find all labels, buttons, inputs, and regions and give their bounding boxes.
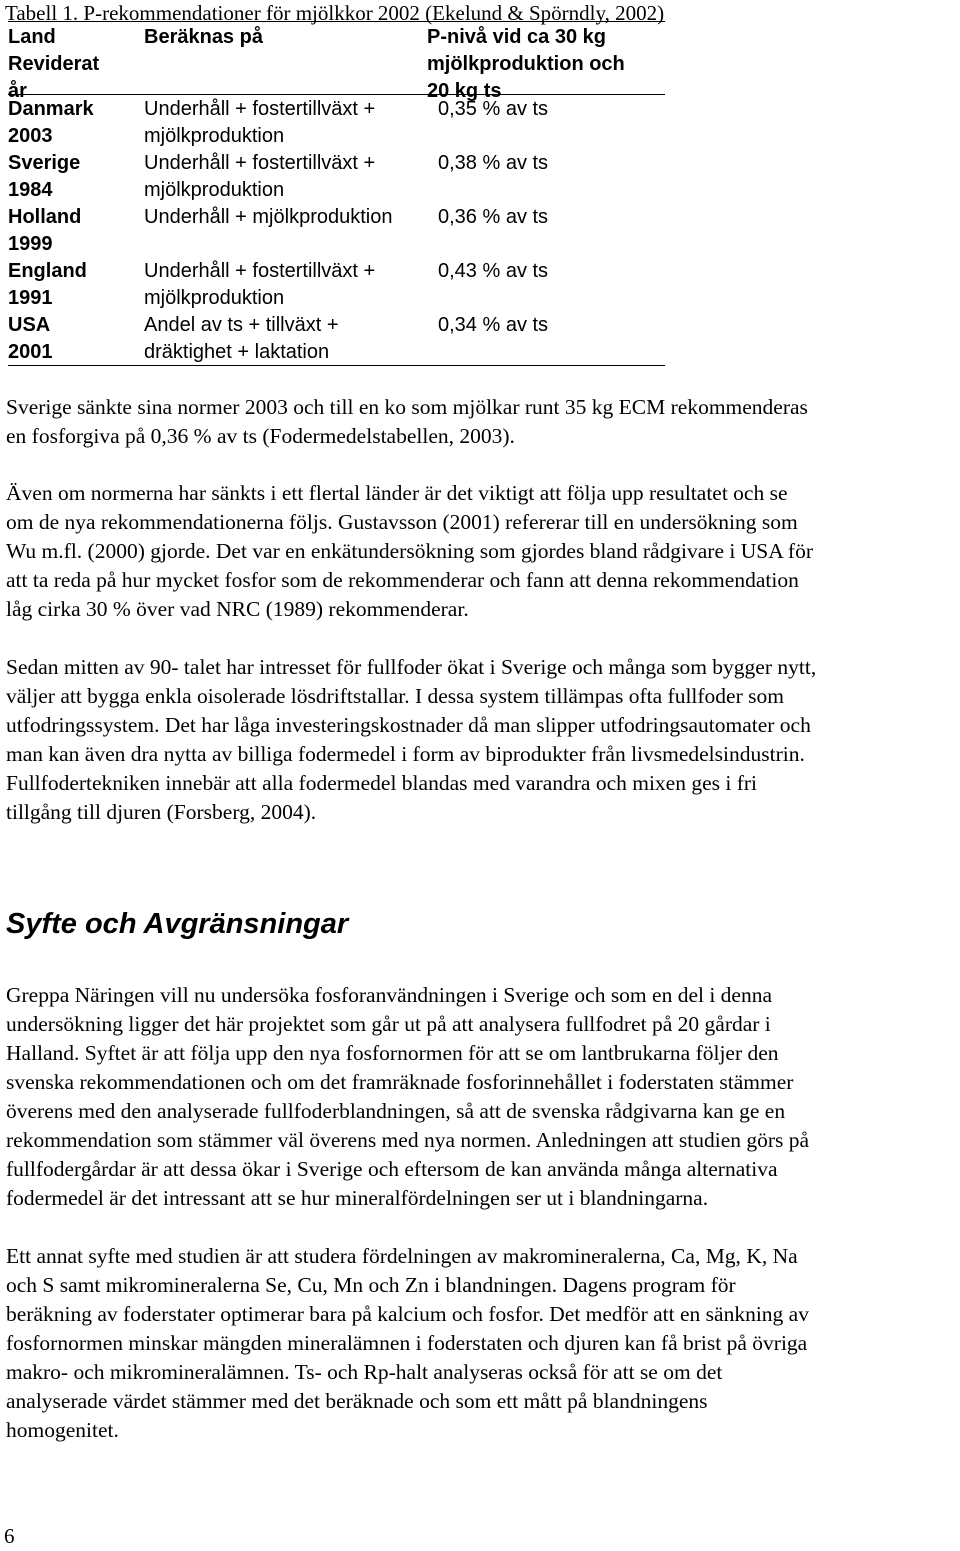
text-line: tillgång till djuren (Forsberg, 2004). [6, 800, 317, 824]
basis-line: Underhåll + fostertillväxt + [144, 152, 376, 174]
basis-line: Underhåll + fostertillväxt + [144, 260, 376, 282]
text-line: beräkning av foderstater optimerar bara på kalcium och fosfor. Det medför att en sänkning av [6, 1302, 809, 1326]
revision-year: 2001 [8, 341, 53, 363]
header-country-line: Reviderat [8, 53, 100, 75]
basis-line: mjölkproduktion [144, 179, 285, 201]
paragraph-uppfoljning [6, 479, 956, 624]
text-line: att ta reda på hur mycket fosfor som de rekommenderar och fann att denna rekommendation [6, 568, 799, 592]
text-line: låg cirka 30 % över vad NRC (1989) rekommenderar. [6, 597, 469, 621]
section-heading: Syfte och Avgränsningar [6, 908, 349, 940]
country-name: Danmark [8, 98, 94, 120]
text-line: och S samt mikromineralerna Se, Cu, Mn och Zn i blandningen. Dagens program för [6, 1273, 736, 1297]
country-cell [8, 204, 144, 258]
revision-year: 2003 [8, 125, 53, 147]
country-cell [8, 96, 144, 150]
text-line: homogenitet. [6, 1418, 119, 1442]
header-country-line: år [8, 80, 27, 102]
text-line: utfodringssystem. Det har låga investeringskostnader då man slipper utfodringsautomater och [6, 713, 811, 737]
basis-cell [144, 204, 427, 258]
country-cell [8, 150, 144, 204]
text-line: Även om normerna har sänkts i ett flertal länder är det viktigt att följa upp resultatet och se [6, 481, 788, 505]
revision-year: 1984 [8, 179, 53, 201]
text-line: undersökning ligger det här projektet som går ut på att analysera fullfodret på 20 gårdar i [6, 1012, 771, 1036]
paragraph-mineraler [6, 1242, 956, 1445]
text-line: fullfodergårdar är att dessa ökar i Sverige och eftersom de kan använda många alternativa [6, 1157, 778, 1181]
paragraph-syfte [6, 981, 956, 1213]
basis-line: Underhåll + mjölkproduktion [144, 206, 393, 228]
text-line: Fullfodertekniken innebär att alla fodermedel blandas med varandra och mixen ges i fri [6, 771, 758, 795]
text-line: om de nya rekommendationerna följs. Gustavsson (2001) refererar till en undersökning som [6, 510, 798, 534]
basis-cell [144, 258, 427, 312]
text-line: en fosforgiva på 0,36 % av ts (Fodermedelstabellen, 2003). [6, 424, 515, 448]
country-name: USA [8, 314, 51, 336]
header-value-line: 20 kg ts [427, 80, 502, 102]
paragraph-fullfoder [6, 653, 956, 827]
p-recommendation-table [8, 21, 665, 366]
revision-year: 1991 [8, 287, 53, 309]
text-line: Greppa Näringen vill nu undersöka fosforanvändningen i Sverige och som en del i denna [6, 983, 773, 1007]
text-line: rekommendation som stämmer väl överens med nya normen. Anledningen att studien görs på [6, 1128, 810, 1152]
text-line: Sedan mitten av 90- talet har intresset för fullfoder ökat i Sverige och många som bygger nytt, [6, 655, 817, 679]
value-cell: 0,43 % av ts [438, 260, 549, 282]
table-row [8, 149, 665, 203]
table-header-row [8, 22, 665, 102]
text-line: Wu m.fl. (2000) gjorde. Det var en enkätundersökning som gjordes bland rådgivare i USA för [6, 539, 813, 563]
text-line: fosfornormen minskar mängden mineralämnen i foderstaten och djuren kan få brist på övriga [6, 1331, 808, 1355]
header-value-line: mjölkproduktion och [427, 53, 625, 75]
basis-line: Andel av ts + tillväxt + [144, 314, 339, 336]
text-line: Ett annat syfte med studien är att studera fördelningen av makromineralerna, Ca, Mg, K, Na [6, 1244, 798, 1268]
text-line: analyserade värdet stämmer med det beräknade och som ett mått på blandningens [6, 1389, 708, 1413]
basis-line: dräktighet + laktation [144, 341, 330, 363]
country-name: Holland [8, 206, 82, 228]
value-cell: 0,38 % av ts [438, 152, 549, 174]
value-cell: 0,36 % av ts [438, 206, 549, 228]
basis-cell [144, 96, 427, 150]
country-cell [8, 312, 144, 366]
paragraph-normer [6, 393, 956, 451]
revision-year: 1999 [8, 233, 53, 255]
basis-line: Underhåll + fostertillväxt + [144, 98, 376, 120]
value-cell: 0,34 % av ts [438, 314, 549, 336]
header-country-line: Land [8, 26, 56, 48]
header-country [8, 24, 144, 105]
basis-cell [144, 150, 427, 204]
text-line: svenska rekommendationen och om det framräknade fosforinnehållet i foderstaten stämmer [6, 1070, 794, 1094]
country-name: England [8, 260, 87, 282]
text-line: överens med den analyserade fullfoderblandningen, så att de svenska rådgivarna kan ge en [6, 1099, 786, 1123]
text-line: makro- och mikromineralämnen. Ts- och Rp-halt analyseras också för att se om det [6, 1360, 723, 1384]
text-line: fodermedel är det intressant att se hur mineralfördelningen ser ut i blandningarna. [6, 1186, 709, 1210]
table-caption: Tabell 1. P-rekommendationer för mjölkkor 2002 (Ekelund & Spörndly, 2002) [5, 1, 665, 25]
basis-line: mjölkproduktion [144, 125, 285, 147]
text-line: Sverige sänkte sina normer 2003 och till en ko som mjölkar runt 35 kg ECM rekommenderas [6, 395, 808, 419]
text-line: Halland. Syftet är att följa upp den nya fosfornormen för att se om lantbrukarna följer den [6, 1041, 779, 1065]
table-row [8, 257, 665, 311]
header-basis [144, 24, 427, 105]
text-line: väljer att bygga enkla oisolerade lösdriftstallar. I dessa system tillämpas ofta fullfoder som [6, 684, 784, 708]
table-row [8, 95, 665, 149]
basis-line: mjölkproduktion [144, 287, 285, 309]
header-basis-line: Beräknas på [144, 26, 263, 48]
basis-cell [144, 312, 427, 366]
country-cell [8, 258, 144, 312]
header-value [427, 24, 665, 105]
value-cell: 0,35 % av ts [438, 98, 549, 120]
header-value-line: P-nivå vid ca 30 kg [427, 26, 606, 48]
table-row [8, 203, 665, 257]
page-number: 6 [4, 1524, 15, 1548]
text-line: man kan även dra nytta av billiga fodermedel i form av biprodukter från livsmedelsindustrin. [6, 742, 805, 766]
country-name: Sverige [8, 152, 81, 174]
table-row [8, 311, 665, 365]
